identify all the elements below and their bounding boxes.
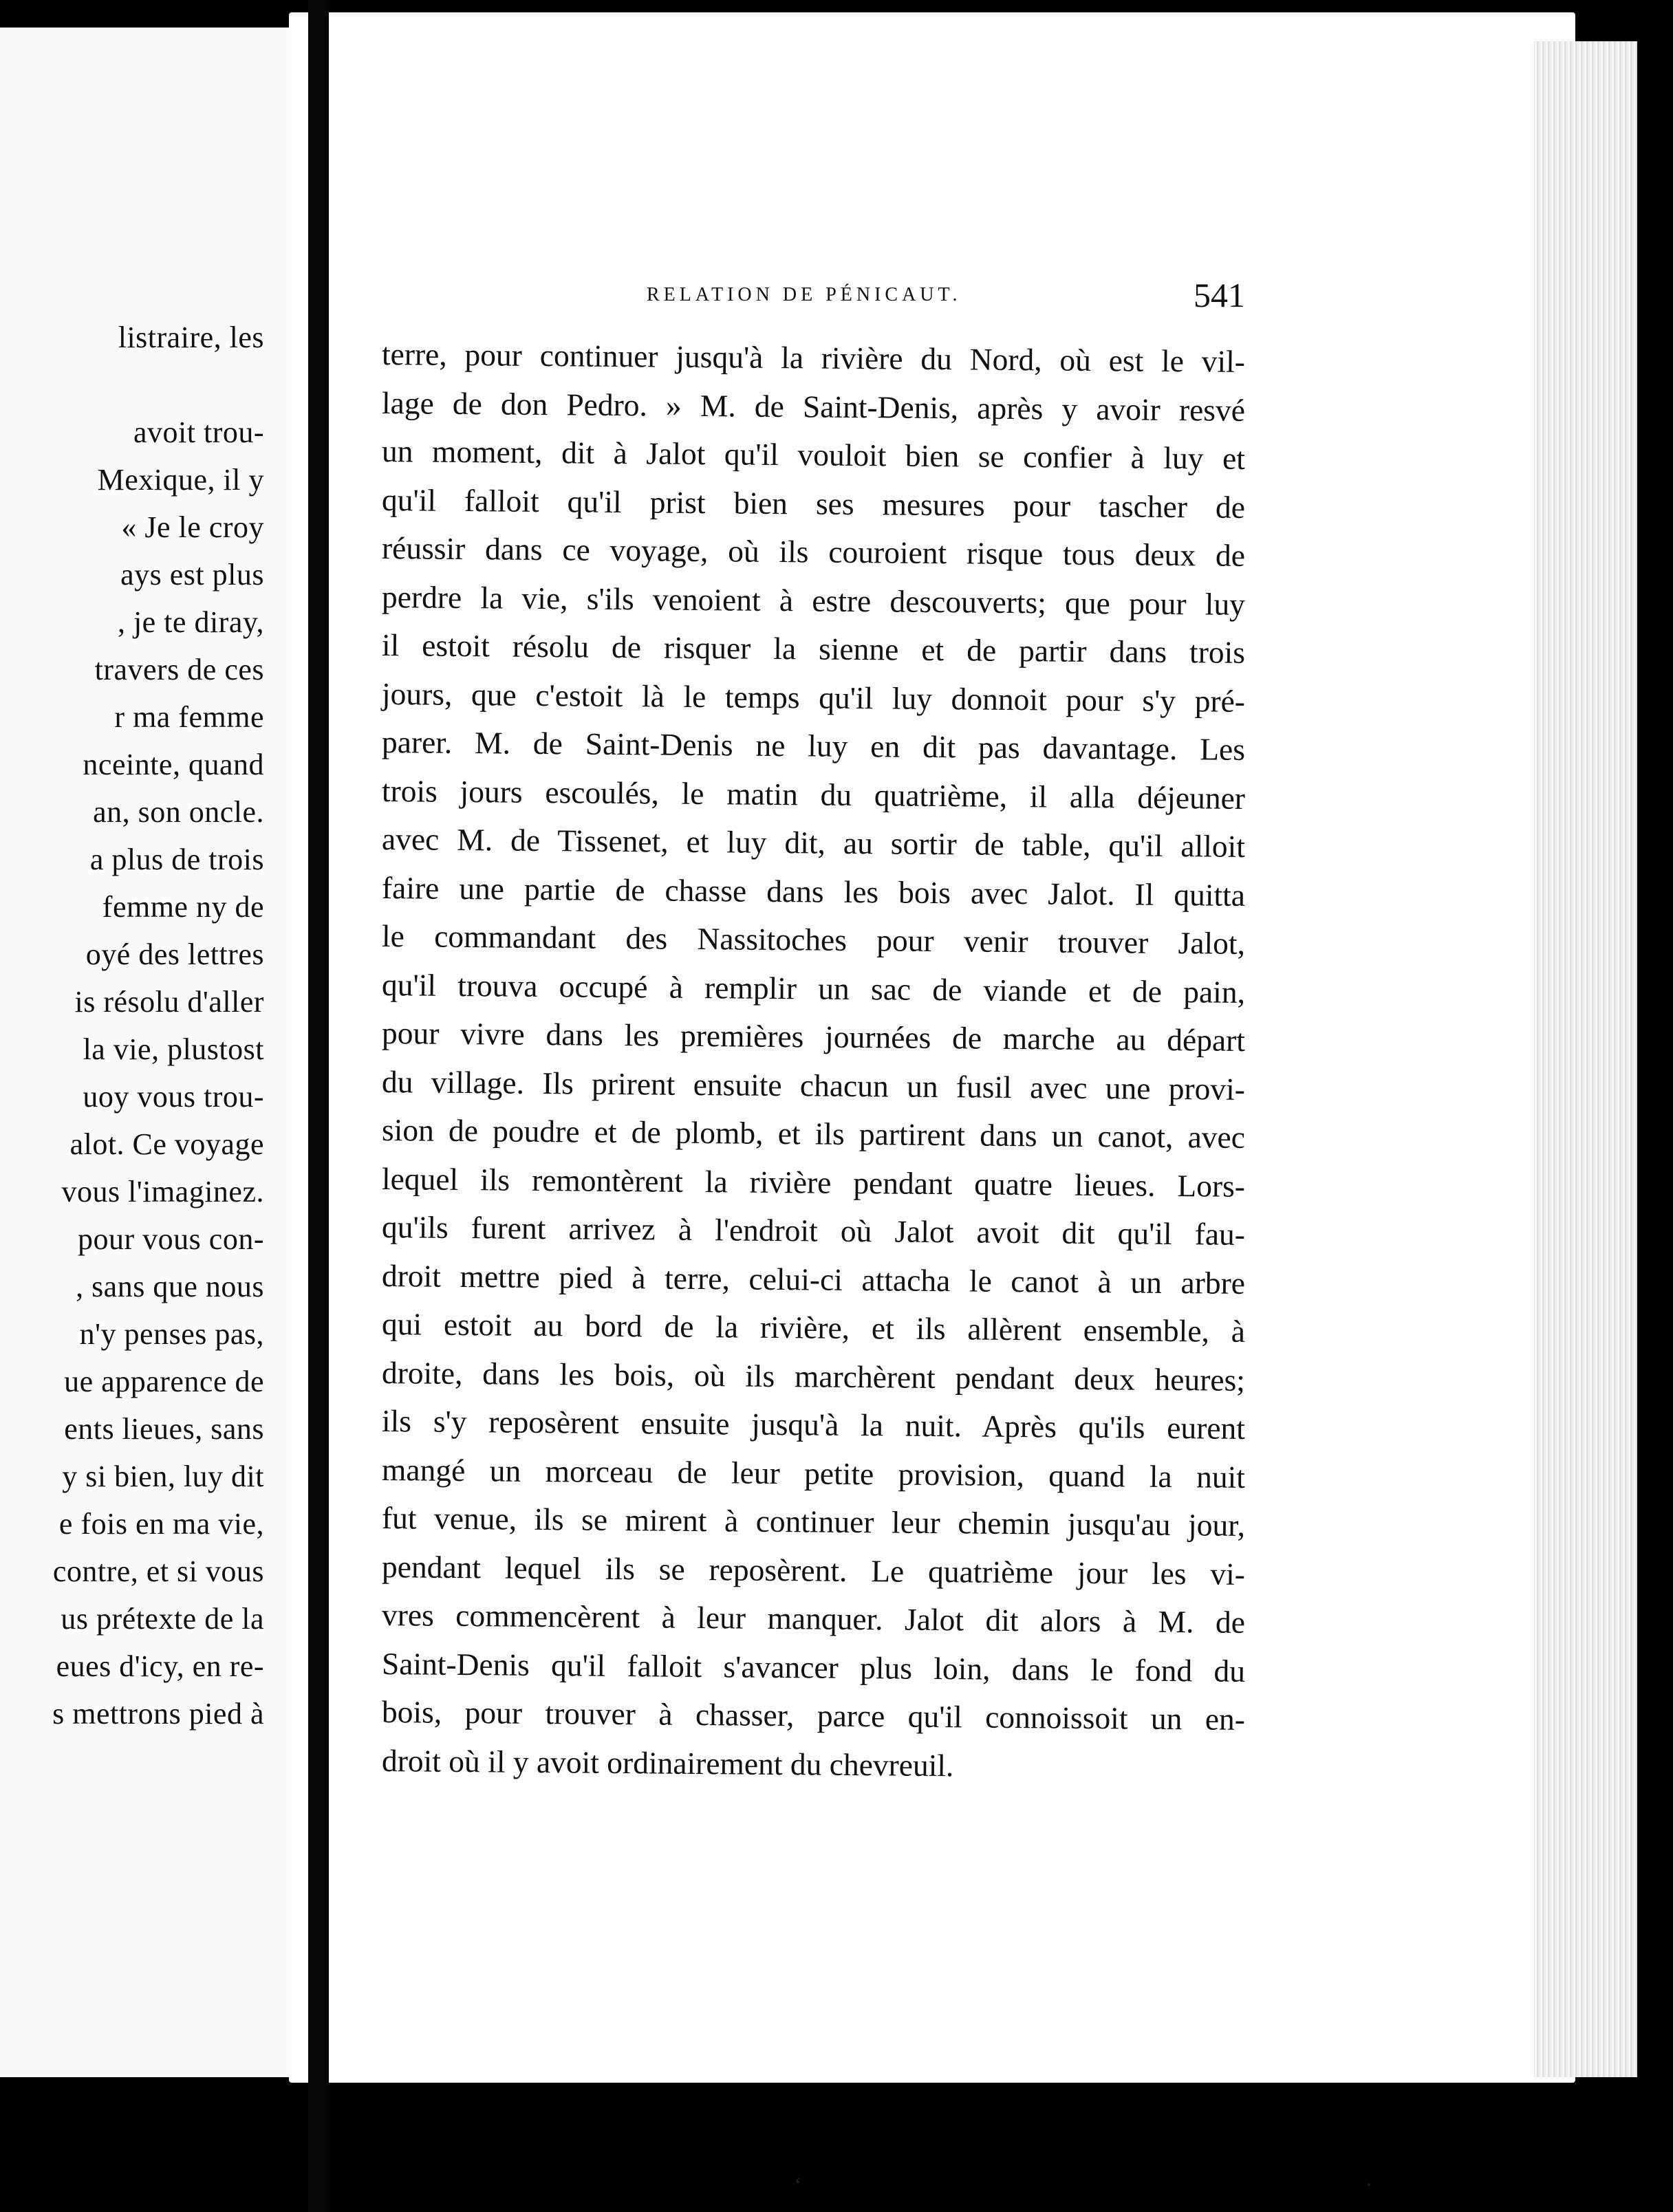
text-line: trois jours escoulés, le matin du quatrième, il alla déjeuner (381, 772, 1246, 816)
left-line: nceinte, quand (83, 748, 264, 781)
left-line: alot. Ce voyage (69, 1127, 264, 1161)
text-line: réussir dans ce voyage, où ils couroient risque tous deux de (381, 530, 1246, 573)
text-line: fut venue, ils se mirent à continuer leur chemin jusqu'au jour, (381, 1500, 1246, 1543)
page-number: 541 (1194, 276, 1245, 314)
left-line: « Je le croy (121, 510, 264, 544)
left-line: uoy vous trou- (83, 1080, 264, 1114)
text-line: qu'il trouva occupé à remplir un sac de viande et de pain, (381, 966, 1246, 1010)
text-line: vres commencèrent à leur manquer. Jalot dit alors à M. de (381, 1597, 1246, 1640)
page-edge (1534, 41, 1637, 2077)
left-line: e fois en ma vie, (58, 1507, 264, 1541)
left-line: oyé des lettres (85, 937, 264, 971)
text-line: un moment, dit à Jalot qu'il vouloit bien se confier à luy et (381, 433, 1246, 476)
text-line: qu'il falloit qu'il prist bien ses mesures pour tascher de (381, 481, 1246, 525)
text-line: sion de poudre et de plomb, et ils partirent dans un canot, avec (381, 1112, 1246, 1155)
text-line: qu'ils furent arrivez à l'endroit où Jalot avoit dit qu'il fau- (381, 1209, 1246, 1252)
book-gutter (308, 0, 329, 2212)
left-line (0, 367, 264, 415)
text-line: mangé un morceau de leur petite provision, quand la nuit (381, 1451, 1246, 1495)
text-line: il estoit résolu de risquer la sienne et de partir dans trois (381, 627, 1246, 670)
text-line: droit mettre pied à terre, celui-ci attacha le canot à un arbre (381, 1257, 1246, 1301)
left-page-text (0, 320, 264, 1744)
left-line: avoit trou- (133, 415, 264, 449)
left-line: Mexique, il y (97, 463, 264, 497)
text-line: qui estoit au bord de la rivière, et ils allèrent ensemble, à (381, 1306, 1246, 1349)
left-page (0, 28, 308, 2077)
left-line: la vie, plustost (83, 1032, 264, 1066)
text-line: jours, que c'estoit là le temps qu'il luy donnoit pour s'y pré- (381, 675, 1246, 719)
left-line: r ma femme (114, 700, 264, 734)
text-line: ils s'y reposèrent ensuite jusqu'à la nuit. Après qu'ils eurent (381, 1403, 1246, 1446)
left-line: ays est plus (120, 558, 264, 592)
left-line: contre, et si vous (52, 1554, 264, 1588)
left-line: ue apparence de (64, 1365, 264, 1398)
text-line: Saint-Denis qu'il falloit s'avancer plus loin, dans le fond du (381, 1645, 1246, 1689)
left-line: vous l'imaginez. (61, 1175, 264, 1208)
text-line: le commandant des Nassitoches pour venir trouver Jalot, (381, 918, 1246, 961)
left-line: ents lieues, sans (64, 1412, 264, 1446)
text-line: droit où il y avoit ordinairement du chevreuil. (381, 1742, 954, 1783)
text-line: faire une partie de chasse dans les bois avec Jalot. Il quitta (381, 869, 1246, 913)
left-line: is résolu d'aller (74, 985, 264, 1019)
left-line: n'y penses pas, (79, 1317, 264, 1351)
text-line: terre, pour continuer jusqu'à la rivière du Nord, où est le vil- (381, 336, 1246, 379)
text-line: pour vivre dans les premières journées de marche au départ (381, 1015, 1246, 1058)
left-line: eues d'icy, en re- (56, 1649, 264, 1683)
left-line: listraire, les (118, 321, 264, 354)
left-line: pour vous con- (78, 1222, 264, 1256)
left-line: , je te diray, (117, 605, 264, 639)
running-head: RELATION DE PÉNICAUT. (647, 284, 962, 305)
text-line: perdre la vie, s'ils venoient à estre descouverts; que pour luy (381, 578, 1246, 622)
left-line: us prétexte de la (61, 1602, 264, 1636)
left-line: y si bien, luy dit (62, 1460, 264, 1493)
left-line: a plus de trois (89, 843, 264, 876)
text-line: avec M. de Tissenet, et luy dit, au sortir de table, qu'il alloit (381, 821, 1246, 864)
left-line: travers de ces (94, 653, 264, 686)
text-line: droite, dans les bois, où ils marchèrent pendant deux heures; (381, 1354, 1246, 1398)
text-line: bois, pour trouver à chasser, parce qu'il connoissoit un en- (381, 1694, 1246, 1737)
text-line: lequel ils remontèrent la rivière pendant quatre lieues. Lors- (381, 1160, 1246, 1204)
left-line: femme ny de (102, 890, 264, 924)
left-line: an, son oncle. (93, 795, 264, 829)
text-line: lage de don Pedro. » M. de Saint-Denis, après y avoir resvé (381, 384, 1246, 428)
text-line: parer. M. de Saint-Denis ne luy en dit pas davantage. Les (381, 724, 1246, 767)
scan-speck: ‘ (795, 2173, 801, 2196)
body-text (382, 330, 1245, 1785)
scan-speck: · (1366, 2173, 1372, 2196)
left-line: s mettrons pied à (52, 1697, 264, 1731)
text-line: pendant lequel ils se reposèrent. Le quatrième jour les vi- (381, 1548, 1246, 1592)
text-line: du village. Ils prirent ensuite chacun un fusil avec une provi- (381, 1063, 1246, 1107)
left-line: , sans que nous (76, 1270, 264, 1303)
